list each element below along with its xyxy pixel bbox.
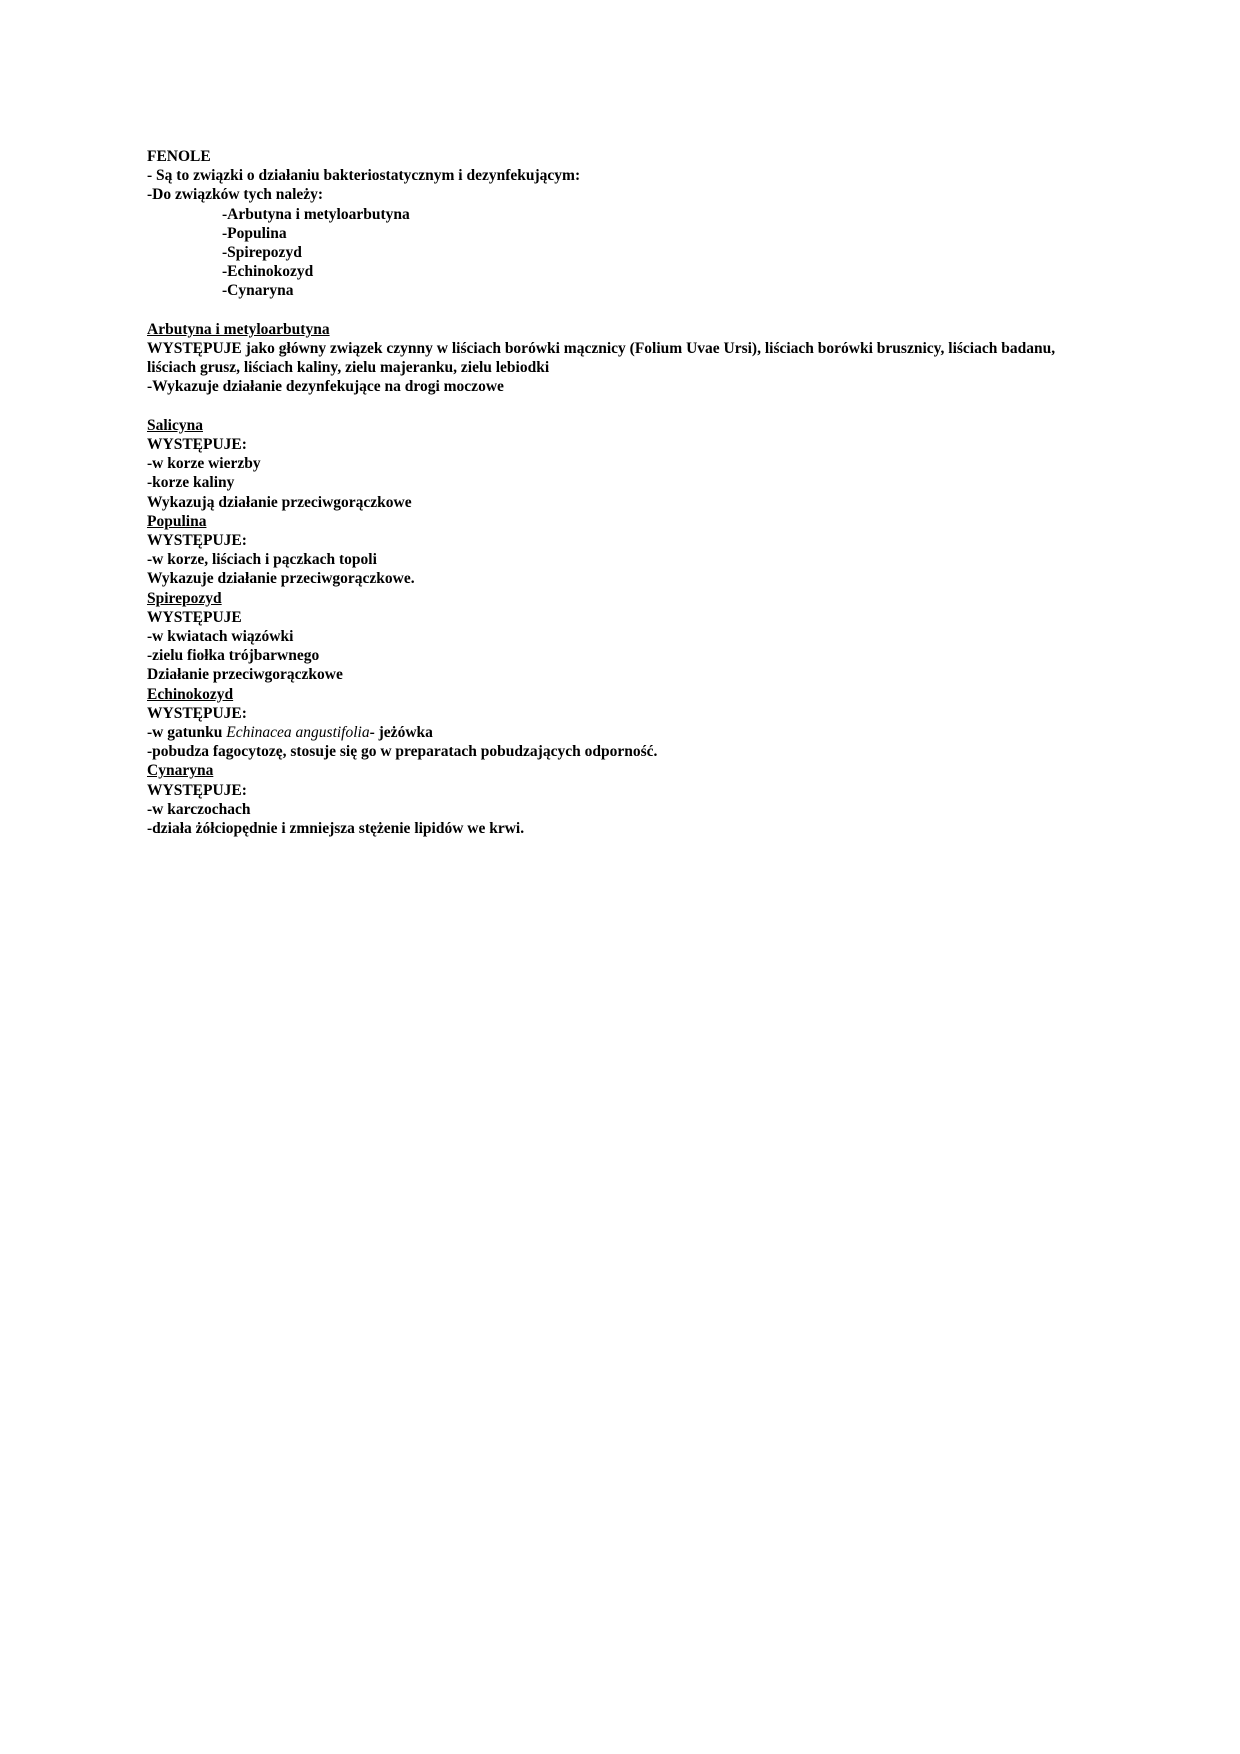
echinokozyd-item-species: Echinacea angustifolia [226,724,370,742]
intro-line-2: -Do związków tych należy: [147,186,324,204]
compound-list-item: -Cynaryna [222,282,294,300]
echinokozyd-item: -pobudza fagocytozę, stosuje się go w preparatach pobudzających odporność. [147,743,658,761]
compound-list-item: -Arbutyna i metyloarbutyna [222,205,410,223]
echinokozyd-item-prefix: -w gatunku [147,724,227,742]
section-heading-arbutyna: Arbutyna i metyloarbutyna [147,320,330,338]
arbutyna-effect: -Wykazuje działanie dezynfekujące na drogi moczowe [147,378,504,396]
cynaryna-occurs: WYSTĘPUJE: [147,781,247,799]
spirepozyd-effect: Działanie przeciwgorączkowe [147,666,343,684]
document-page [147,147,1107,838]
echinokozyd-item [147,723,1107,742]
spirepozyd-item: -zielu fiołka trójbarwnego [147,647,320,665]
arbutyna-text-bold: liściach borówki mącznicy [451,340,626,358]
cynaryna-item: -w karczochach [147,800,251,818]
salicyna-item: -korze kaliny [147,474,235,492]
intro-line-1: - Są to związki o działaniu bakteriostatycznym i dezynfekującym: [147,167,581,185]
compound-list-item: -Populina [222,224,287,242]
compound-list-item: -Echinokozyd [222,263,314,281]
populina-item: -w korze, liściach i pączkach topoli [147,551,377,569]
cynaryna-item: -działa żółciopędnie i zmniejsza stężenie lipidów we krwi. [147,820,525,838]
populina-effect: Wykazuje działanie przeciwgorączkowe. [147,570,415,588]
salicyna-effect: Wykazują działanie przeciwgorączkowe [147,493,412,511]
spirepozyd-occurs: WYSTĘPUJE [147,608,242,626]
spacer [147,397,1107,416]
salicyna-occurs: WYSTĘPUJE: [147,436,247,454]
arbutyna-occurrence [147,339,1107,377]
section-heading-spirepozyd: Spirepozyd [147,589,222,607]
spacer [147,301,1107,320]
populina-occurs: WYSTĘPUJE: [147,532,247,550]
compound-list-item: -Spirepozyd [222,244,302,262]
section-heading-salicyna: Salicyna [147,416,203,434]
section-heading-echinokozyd: Echinokozyd [147,685,234,703]
section-heading-populina: Populina [147,512,207,530]
salicyna-item: -w korze wierzby [147,455,261,473]
section-heading-cynaryna: Cynaryna [147,762,214,780]
spirepozyd-item: -w kwiatach wiązówki [147,628,294,646]
arbutyna-text-1: WYSTĘPUJE jako główny związek czynny w [147,340,452,358]
echinokozyd-item-suffix: - jeżówka [369,724,433,742]
arbutyna-text-2: (Folium Uvae Ursi), liściach borówki brusznicy, liściach badanu, liściach grusz, liściach kaliny, zielu majeranku, zielu lebiodki [147,340,1056,377]
echinokozyd-occurs: WYSTĘPUJE: [147,704,247,722]
document-title: FENOLE [147,148,211,165]
